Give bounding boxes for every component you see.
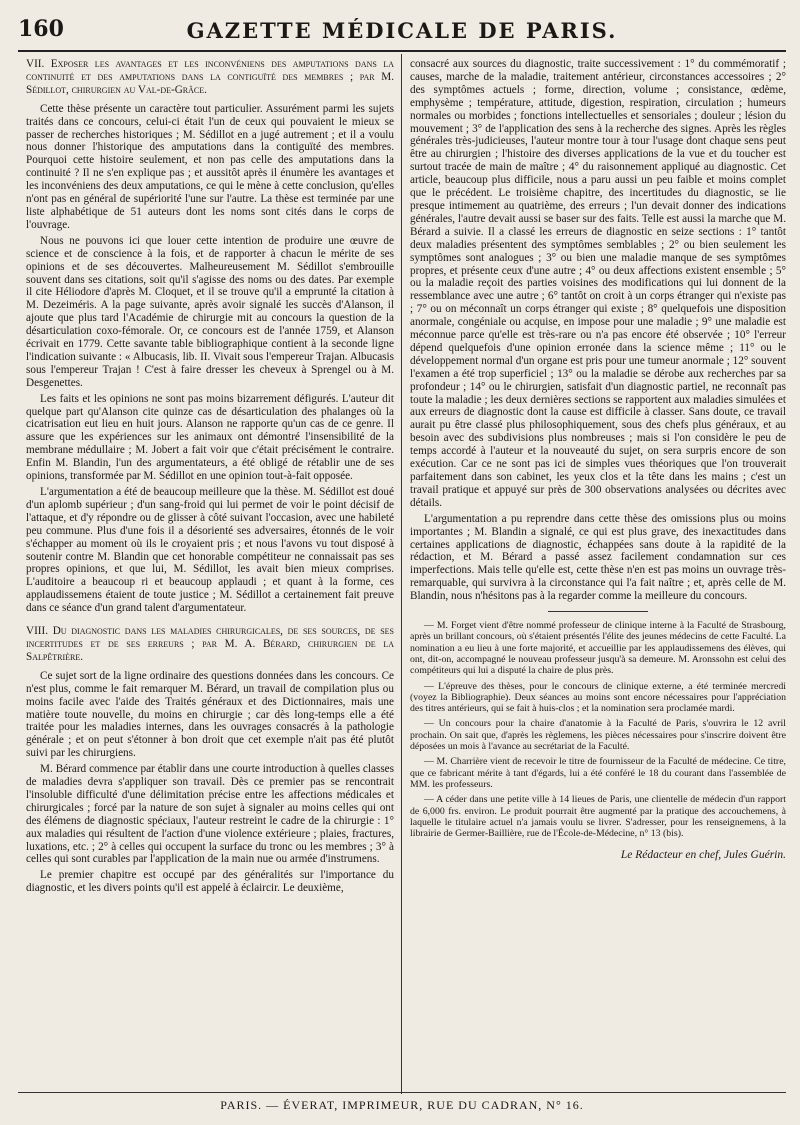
column-divider xyxy=(401,54,402,1094)
paragraph: Cette thèse présente un caractère tout particulier. Assurément parmi les sujets traités dans ce concours, celui-ci était l'un de ceux qui pouvaient le mieux se passer de recherches historiques ; M. Sédillot en a jugé autrement ; et il a voulu nous donner l'historique des amputations dans la contiguïté des membres. Pourquoi cette histoire seulement, et non pas celle des amputations dans la continuité ? Il ne s'en explique pas ; et aussitôt après il énumère les avantages et les inconvéniens des deux amputations, ce qui le mène à cette conclusion, qu'elles n'ont pas en général de supériorité l'une sur l'autre. La thèse est terminée par une liste alphabétique de 51 auteurs dont les noms sont cités dans le corps de l'ouvrage. xyxy=(26,102,394,231)
printer-imprint: PARIS. — ÉVERAT, IMPRIMEUR, RUE DU CADRAN, N° 16. xyxy=(220,1098,584,1112)
news-item: — M. Forget vient d'être nommé professeur de clinique interne à la Faculté de Strasbourg, après un brillant concours, où s'étaient présentés l'élite des jeunes médecins de cette Faculté. La nomination a eu lieu à une forte majorité, et accueillie par les applaudissemens des élèves, qui ont, dit-on, accompagné le nouveau professeur jusqu'à sa demeure. M. Aronssohn est celui des compétiteurs qui lui a disputé la chaire de plus près. xyxy=(410,620,786,677)
paragraph: Les faits et les opinions ne sont pas moins bizarrement défigurés. L'auteur dit quelque part qu'Alanson cite quinze cas de désarticulation des phalanges où la cicatrisation eut lieu en huit jours. Alanson ne rapporte qu'un cas de ce genre. Il assure que les expériences sur les animaux ont démontré l'insensibilité de la membrane médullaire ; M. Jobert a fait voir que c'était précisément le contraire. Enfin M. Blandin, l'un des argumentateurs, a été obligé de rétablir une de ses opinions, transformée par M. Sédillot en une opinion tout-à-fait opposée. xyxy=(26,392,394,483)
news-items xyxy=(410,620,786,839)
paragraph: Ce sujet sort de la ligne ordinaire des questions données dans les concours. Ce n'est plus, comme le fait remarquer M. Bérard, un travail de compilation plus ou moins facile avec l'aide des Traités généraux et des Dictionnaires, mais une matière toute nouvelle, du moins en chirurgie ; car dès long-temps elle a été traitée pour les maladies internes, dans les ouvrages consacrés à la pathologie générale ; et on peut s'étonner à bon droit que cet exemple n'ait pas été plutôt suivi par les chirurgiens. xyxy=(26,669,394,760)
paragraph: consacré aux sources du diagnostic, traite successivement : 1° du commémoratif ; causes, marche de la maladie, traitement antérieur, circonstances accessoires ; 2° des symptômes actuels ; forme, direction, volume ; consistance, œdème, emphysème ; température, attitude, digestion, respiration, circulation ; humeurs normales ou morbides ; fonctions intellectuelles et sensoriales ; douleur ; lésion du mouvement ; 3° de l'application des sens à la recherche des signes. Après les règles générales très-judicieuses, l'auteur montre tour à tour l'usage dont chaque sens peut être au chirurgien ; l'histoire des diverses applications de la vue et du toucher est surtout tracée de main de maître ; 4° du raisonnement appliqué au diagnostic. Cet article, beaucoup plus difficile, nous a paru aussi un peu faible et moins complet que le précédent. Le troisième chapitre, des incertitudes du diagnostic, se lie presque intimement au quatrième, des erreurs ; l'un devait donner des indications générales, l'autre devait aussi se baser sur des faits. Telle est aussi la marche que M. Bérard a suivie. Il a classé les erreurs de diagnostic en seize sections : 1° tantôt deux maladies présentent des symptômes semblables ; 2° ou bien seulement les symptômes sont analogues ; 3° ou bien une maladie manque de ses symptômes propres, et présente ceux d'une autre ; 4° ou deux affections existent ensemble ; 5° ou la maladie reçoit des parties voisines des modifications qui lui donnent de la ressemblance avec une autre ; 6° tantôt on croit à un corps étranger qui n'existe pas ; 7° ou on méconnaît un corps étranger qui existe ; 8° quelquefois une disposition anormale, congéniale ou acquise, en impose pour une maladie ; 9° une maladie est méconnue parce qu'elle est très-rare ou n'a pas encore été observée ; 10° l'erreur dépend quelquefois d'une opinion erronée dans la science même ; 11° ou le développement normal d'un organe est pris pour une tumeur anormale ; 12° souvent l'examen a été trop superficiel ; 13° ou la maladie se dérobe aux recherches par sa profondeur ; 14° ou le chirurgien, satisfait d'un diagnostic partiel, ne reconnaît pas toute la maladie ; les deux dernières sections se rapportent aux maladies simulées et aux erreurs de diagnostic dont la cause est difficile à classer. Sans doute, ce travail aurait pu être classé plus philosophiquement, sous des chefs plus généraux, et au besoin avec des subdivisions plus nombreuses ; mais si l'on considère le peu de temps accordé à l'auteur et la nouveauté du sujet, on sera surpris encore de son exécution. Car ce ne sont pas ici de simples vues théoriques que l'on trouverait parfaitement dans son cabinet, les yeux clos et la tête dans les mains ; c'est un travail pratique et appuyé sur près de 300 observations analysées ou décrites avec détails. xyxy=(410,58,786,509)
news-item: — L'épreuve des thèses, pour le concours de clinique externe, a été terminée mercredi (voyez la Bibliographie). Deux séances au moins sont encore nécessaires pour l'appréciation des titres antérieurs, qui se fait à huis-clos ; et la nomination sera proclamée mardi. xyxy=(410,680,786,715)
paragraph: Nous ne pouvons ici que louer cette intention de produire une œuvre de science et de conscience à la fois, et de rapporter à chacun le mérite de ses opinions et de ses découvertes. Malheureusement M. Sédillot s'embrouille souvent dans ses citations, soit qu'il s'agisse des noms ou des dates. Par exemple il cite Héliodore d'après M. Cloquet, et il se trouve qu'il a emprunté la citation à M. Dezeiméris. A la page suivante, après avoir signalé les succès d'Alanson, il ajoute que plus tard l'Académie de chirurgie mit au concours la question de la désarticulation coxo-fémorale. Or, ce concours est de l'année 1759, et Alanson écrivait en 1779. Cette savante table bibliographique contient à la seconde ligne l'indication suivante : « Albucasis, lib. II. Vivait sous l'empereur Trajan. Albucasis sous l'empereur Trajan ! C'est à faire dresser les cheveux à Sprengel ou à M. Desgenettes. xyxy=(26,234,394,389)
page-header xyxy=(18,10,786,52)
left-column xyxy=(26,58,394,1088)
news-item: — M. Charrière vient de recevoir le titre de fournisseur de la Faculté de médecine. Ce titre, que ce fabricant mérite à tant d'égards, lui a été conféré le 18 du courant dans l'assemblée de MM. les professeurs. xyxy=(410,756,786,790)
news-item: — Un concours pour la chaire d'anatomie à la Faculté de Paris, s'ouvrira le 12 avril prochain. On sait que, d'après les règlemens, les pièces nécessaires pour s'inscrire doivent être déposées un mois à l'avance au secrétariat de la Faculté. xyxy=(410,718,786,753)
journal-title: GAZETTE MÉDICALE DE PARIS. xyxy=(186,18,618,43)
paragraph: L'argumentation a été de beaucoup meilleure que la thèse. M. Sédillot est doué d'un aplomb supérieur ; d'un sang-froid qui lui permet de voir le point décisif de l'attaque, et d'y répondre ou de glisser à côté suivant l'occasion, avec une habileté peu commune. Plus d'une fois il a désorienté ses adversaires, étonnés de le voir s'échapper au moment où ils le croyaient pris ; et nous l'avons vu tout disposé à soutenir contre M. Blandin que cet honorable compétiteur ne connaissait pas ses propres opinions, et que lui, M. Sédillot, les avait bien mieux comprises. L'auditoire a beaucoup ri et beaucoup applaudi ; et quant à la forme, ces applaudissemens étaient de toute justice ; M. Sédillot a certainement fait preuve dans ce séance d'un grand talent d'argumentateur. xyxy=(26,486,394,615)
paragraph: Le premier chapitre est occupé par des généralités sur l'importance du diagnostic, et les divers points qu'il est appelé à éclaircir. Le deuxième, xyxy=(26,869,394,895)
right-column xyxy=(410,58,786,1088)
section-heading-vii: VII. Exposer les avantages et les inconvéniens des amputations dans la continuité et des amputations dans la contiguïté des membres ; par M. Sédillot, chirurgien au Val-de-Grâce. xyxy=(26,58,394,96)
paragraph: L'argumentation a pu reprendre dans cette thèse des omissions plus ou moins importantes ; M. Blandin a signalé, ce qui est plus grave, des inexactitudes dans certaines applications de diagnostic, échappées sans doute à la rapidité de la rédaction, et M. Bérard a passé assez facilement condamnation sur ces imperfections. Mais telle qu'elle est, cette thèse n'en est pas moins un ouvrage très-remarquable, qui survivra à la circonstance qui l'a fait naître ; et, après celle de M. Blandin, nous n'hésitons pas à la regarder comme la meilleure du concours. xyxy=(410,512,786,603)
paragraph: M. Bérard commence par établir dans une courte introduction à quelles classes de maladies devra s'appliquer son travail. Dès ce premier pas se rencontrait l'insoluble difficulté d'une délimitation précise entre les affections médicales et chirurgicales ; forcé par la nature de son sujet à signaler au moins celles qui ont des élémens de diagnostic spéciaux, l'auteur restreint le cadre de la chirurgie : 1° aux maladies qui résultent de l'action d'une violence extérieure ; plaies, fractures, luxations, etc. ; 2° à celles qui occupent la surface du tronc ou les membres ; 3° à celles qui sont curables par l'application de la main nue ou armée d'instrumens. xyxy=(26,763,394,866)
page-number: 160 xyxy=(18,16,64,42)
footer-divider xyxy=(18,1092,786,1093)
news-item: — A céder dans une petite ville à 14 lieues de Paris, une clientelle de médecin d'un rapport de 6,000 frs. environ. Le produit pourrait être augmenté par la pratique des accouchemens, à laquelle le titulaire actuel n'a jamais voulu se livrer. S'adresser, pour les renseignemens, à la librairie de Germer-Baillière, rue de l'École-de-Médecine, n° 13 (bis). xyxy=(410,794,786,840)
section-heading-viii: VIII. Du diagnostic dans les maladies chirurgicales, de ses sources, de ses incertitudes et de ses erreurs ; par M. A. Bérard, chirurgien de la Salpêtrière. xyxy=(26,625,394,663)
editor-signature: Le Rédacteur en chef, Jules Guérin. xyxy=(620,849,786,862)
section-divider xyxy=(548,611,648,612)
